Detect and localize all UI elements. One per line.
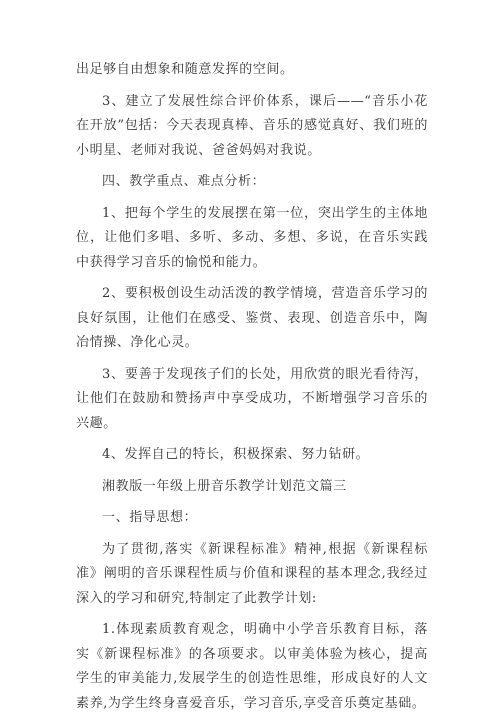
paragraph-point-2: 2、要积极创设生动活泼的教学情境，营造音乐学习的良好氛围，让他们在感受、鉴赏、表现、创造音乐中，陶冶情操、净化心灵。 bbox=[76, 286, 428, 350]
paragraph-point-1: 1、把每个学生的发展摆在第一位，突出学生的主体地位，让他们多唱、多听、多动、多想、多说，在音乐实践中获得学习音乐的愉悦和能力。 bbox=[76, 205, 428, 270]
paragraph-evaluation-system: 3、建立了发展性综合评价体系，课后——“音乐小花在开放”包括：今天表现真棒、音乐的感觉真好、我们班的小明星、老师对我说、爸爸妈妈对我说。 bbox=[76, 93, 428, 158]
article-title: 湘教版一年级上册音乐教学计划范文篇三 bbox=[102, 478, 347, 494]
paragraph-point-3: 3、要善于发现孩子们的长处，用欣赏的眼光看待泻，让他们在鼓励和赞扬声中享受成功，不断增强学习音乐的兴趣。 bbox=[76, 366, 428, 431]
section-heading-key-points: 四、教学重点、难点分析： bbox=[102, 174, 266, 189]
paragraph-intro: 为了贯彻,落实《新课程标准》精神,根据《新课程标准》阐明的音乐课程性质与价值和课程的基本理念,我经过深入的学习和研究,特制定了此教学计划: bbox=[76, 541, 428, 606]
paragraph-point-4: 4、发挥自己的特长，积极探索、努力钻研。 bbox=[102, 447, 370, 462]
document-body bbox=[76, 58, 428, 723]
section-heading-guiding-thought: 一、指导思想： bbox=[102, 510, 198, 525]
paragraph-continuation: 出足够自由想象和随意发挥的空间。 bbox=[76, 62, 294, 77]
paragraph-item-1: 1.体现素质教育观念，明确中小学音乐教育目标，落实《新课程标准》的各项要求。以审美体验为核心，提高学生的审美能力,发展学生的创造性思维，形成良好的人文素养,为学生终身喜爱音乐，学习音乐,享受音乐奠定基础。 bbox=[76, 622, 428, 711]
